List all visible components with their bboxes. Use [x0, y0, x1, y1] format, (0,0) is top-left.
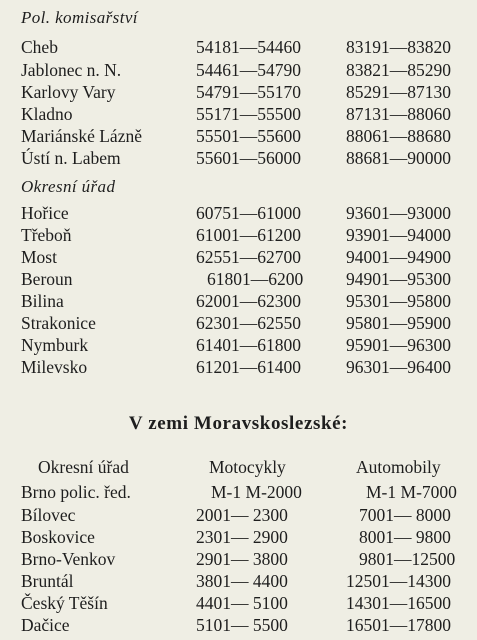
- office-name: Brno polic. řed.: [21, 482, 131, 502]
- office-name: Karlovy Vary: [21, 82, 116, 102]
- table-row: [0, 247, 477, 270]
- range-motorcycles: 5101— 5500: [196, 615, 288, 635]
- range-motorcycles: 54461—54790: [196, 60, 301, 80]
- range-motorcycles: 61801—6200: [207, 269, 304, 289]
- range-cars: 87131—88060: [346, 104, 451, 124]
- range-cars: M-1 M-7000: [366, 482, 457, 502]
- office-name: Most: [21, 247, 57, 267]
- range-cars: 83821—85290: [346, 60, 451, 80]
- table-row: [0, 60, 477, 83]
- office-name: Brno-Venkov: [21, 549, 116, 569]
- office-name: Jablonec n. N.: [21, 60, 122, 80]
- table-row: [0, 482, 477, 505]
- range-motorcycles: 62301—62550: [196, 313, 301, 333]
- office-name: Bilina: [21, 291, 64, 311]
- range-cars: 14301—16500: [346, 593, 451, 613]
- office-name: Strakonice: [21, 313, 96, 333]
- range-motorcycles: 61401—61800: [196, 335, 301, 355]
- range-cars: 88061—88680: [346, 126, 451, 146]
- column-header-office: Okresní úřad: [38, 457, 129, 477]
- range-motorcycles: 55171—55500: [196, 104, 301, 124]
- range-motorcycles: 2001— 2300: [196, 505, 288, 525]
- office-name: Cheb: [21, 37, 58, 57]
- section-heading-police: Pol. komisařství: [21, 8, 138, 27]
- table-row: [0, 313, 477, 336]
- range-cars: 85291—87130: [346, 82, 451, 102]
- range-cars: 83191—83820: [346, 37, 451, 57]
- table-row: [0, 335, 477, 358]
- office-name: Český Těšín: [21, 593, 108, 613]
- office-name: Beroun: [21, 269, 73, 289]
- range-motorcycles: M-1 M-2000: [211, 482, 302, 502]
- office-name: Hořice: [21, 203, 69, 223]
- office-name: Boskovice: [21, 527, 95, 547]
- office-name: Milevsko: [21, 357, 88, 377]
- range-cars: 88681—90000: [346, 148, 451, 168]
- section-title-moravia-silesia: V zemi Moravskoslezské:: [128, 413, 349, 434]
- table-row: [0, 148, 477, 171]
- table-row: [0, 203, 477, 226]
- range-motorcycles: 62001—62300: [196, 291, 301, 311]
- office-name: Ústí n. Labem: [21, 148, 121, 168]
- range-motorcycles: 2301— 2900: [196, 527, 288, 547]
- table-row: [0, 126, 477, 149]
- table-row: [0, 549, 477, 572]
- table-row: [0, 291, 477, 314]
- range-motorcycles: 3801— 4400: [196, 571, 288, 591]
- range-cars: 93901—94000: [346, 225, 451, 245]
- range-motorcycles: 62551—62700: [196, 247, 301, 267]
- range-cars: 7001— 8000: [359, 505, 451, 525]
- range-motorcycles: 4401— 5100: [196, 593, 288, 613]
- range-cars: 16501—17800: [346, 615, 451, 635]
- range-cars: 95901—96300: [346, 335, 451, 355]
- range-cars: 12501—14300: [346, 571, 451, 591]
- range-cars: 93601—93000: [346, 203, 451, 223]
- range-cars: 96301—96400: [346, 357, 451, 377]
- table-row: [0, 225, 477, 248]
- office-name: Nymburk: [21, 335, 89, 355]
- range-motorcycles: 61001—61200: [196, 225, 301, 245]
- column-header-cars: Automobily: [356, 457, 441, 477]
- range-motorcycles: 55601—56000: [196, 148, 301, 168]
- table-row: [0, 269, 477, 292]
- range-motorcycles: 61201—61400: [196, 357, 301, 377]
- column-header-motorcycles: Motocykly: [209, 457, 286, 477]
- office-name: Dačice: [21, 615, 70, 635]
- range-motorcycles: 55501—55600: [196, 126, 301, 146]
- table-row: [0, 505, 477, 528]
- office-name: Mariánské Lázně: [21, 126, 142, 146]
- range-cars: 9801—12500: [359, 549, 456, 569]
- table-row: [0, 615, 477, 638]
- range-cars: 95801—95900: [346, 313, 451, 333]
- range-motorcycles: 60751—61000: [196, 203, 301, 223]
- office-name: Bruntál: [21, 571, 74, 591]
- range-cars: 94001—94900: [346, 247, 451, 267]
- office-name: Bílovec: [21, 505, 76, 525]
- range-cars: 95301—95800: [346, 291, 451, 311]
- table-row: [0, 593, 477, 616]
- table-row: [0, 37, 477, 60]
- table-row: [0, 82, 477, 105]
- range-motorcycles: 2901— 3800: [196, 549, 288, 569]
- range-motorcycles: 54181—54460: [196, 37, 301, 57]
- table-row: [0, 527, 477, 550]
- table-row: [0, 104, 477, 127]
- section-heading-district: Okresní úřad: [21, 177, 116, 196]
- table-row: [0, 571, 477, 594]
- range-cars: 8001— 9800: [359, 527, 451, 547]
- office-name: Kladno: [21, 104, 73, 124]
- office-name: Třeboň: [21, 225, 72, 245]
- range-motorcycles: 54791—55170: [196, 82, 301, 102]
- table-row: [0, 357, 477, 380]
- range-cars: 94901—95300: [346, 269, 451, 289]
